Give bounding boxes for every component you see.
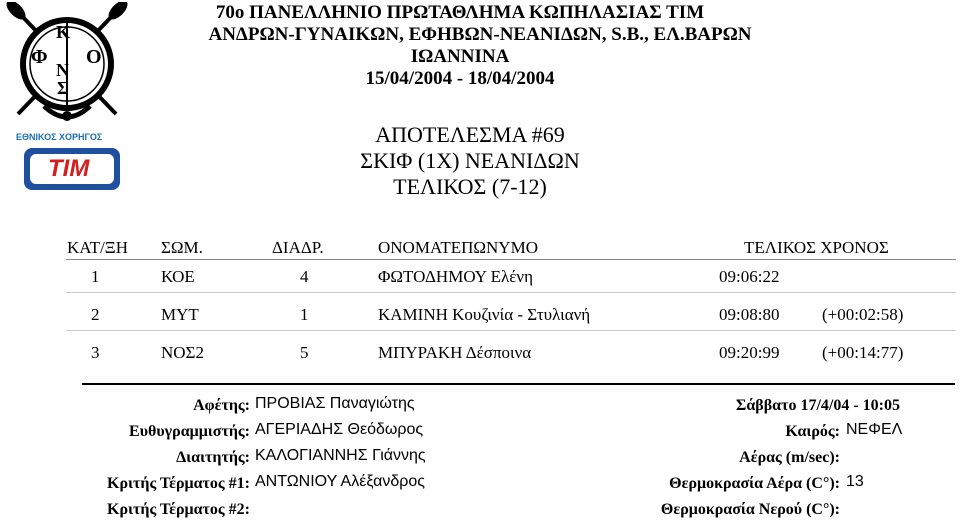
championship-dates: 15/04/2004 - 18/04/2004 — [365, 68, 555, 89]
water-temp-label: Θερμοκρασία Νερού (C°): — [660, 501, 840, 518]
row-divider — [66, 292, 956, 293]
time-cell: 09:08:80 — [719, 305, 780, 324]
col-header-name: ΟΝΟΜΑΤΕΠΩΝΥΜΟ — [378, 238, 538, 257]
venue-city: ΙΩΑΝΝΙΝΑ — [410, 46, 510, 67]
row-divider — [66, 330, 956, 331]
finish-judge-2-label: Κριτής Τέρματος #2: — [107, 501, 250, 518]
race-phase: ΤΕΛΙΚΟΣ (7-12) — [393, 174, 547, 199]
air-temp-label: Θερμοκρασία Αέρα (C°): — [669, 475, 840, 492]
emblem-letter-o: Ο — [86, 46, 102, 68]
championship-title: 70ο ΠΑΝΕΛΛΗΝΙΟ ΠΡΩΤΑΘΛΗΜΑ ΚΩΠΗΛΑΣΙΑΣ ΤΙΜ — [215, 2, 705, 23]
time-diff-cell: (+00:14:77) — [822, 343, 904, 362]
header-underline — [66, 259, 956, 260]
federation-logo — [4, 2, 130, 196]
club-cell: ΝΟΣ2 — [161, 343, 204, 362]
aligner-name: ΑΓΕΡΙΑΔΗΣ Θεόδωρος — [255, 421, 424, 438]
rank-cell: 3 — [91, 343, 100, 362]
starter-name: ΠΡΟΒΙΑΣ Παναγιώτης — [255, 395, 415, 412]
race-datetime: Σάββατο 17/4/04 - 10:05 — [735, 397, 900, 414]
athlete-name-cell: ΦΩΤΟΔΗΜΟΥ Ελένη — [378, 267, 533, 286]
lane-cell: 4 — [300, 267, 309, 286]
starter-label: Αφέτης: — [193, 397, 250, 414]
lane-cell: 5 — [300, 343, 309, 362]
weather-label: Καιρός: — [785, 423, 840, 440]
championship-categories: ΑΝΔΡΩΝ-ΓΥΝΑΙΚΩΝ, ΕΦΗΒΩΝ-ΝΕΑΝΙΔΩΝ, S.B., ΕΛ.ΒΑΡΩΝ — [208, 24, 752, 45]
wind-label: Αέρας (m/sec): — [739, 449, 840, 466]
section-separator — [82, 383, 955, 385]
emblem-letter-k: Κ — [56, 22, 71, 42]
tim-logo-text: TIM — [48, 155, 90, 182]
finish-judge-1-label: Κριτής Τέρματος #1: — [107, 475, 250, 492]
athlete-name-cell: ΚΑΜΙΝΗ Κουζινία - Στυλιανή — [378, 305, 591, 324]
aligner-label: Ευθυγραμμιστής: — [129, 423, 250, 440]
time-cell: 09:20:99 — [719, 343, 780, 362]
athlete-name-cell: ΜΠΥΡΑΚΗ Δέσποινα — [378, 343, 532, 362]
weather-value: ΝΕΦΕΛ — [846, 421, 903, 438]
finish-judge-1-name: ΑΝΤΩΝΙΟΥ Αλέξανδρος — [255, 473, 425, 490]
col-header-lane: ΔΙΑΔΡ. — [272, 238, 324, 257]
sponsor-label: ΕΘΝΙΚΟΣ ΧΟΡΗΓΟΣ — [16, 132, 103, 142]
umpire-label: Διαιτητής: — [176, 449, 250, 466]
result-number: ΑΠΟΤΕΛΕΣΜΑ #69 — [375, 122, 565, 147]
emblem-letter-n: Ν — [56, 60, 69, 80]
club-cell: ΜΥΤ — [161, 305, 199, 324]
col-header-rank: ΚΑΤ/ΞΗ — [67, 238, 129, 257]
emblem-letter-phi: Φ — [31, 46, 48, 68]
col-header-final-time: ΤΕΛΙΚΟΣ ΧΡΟΝΟΣ — [744, 238, 889, 257]
emblem-letter-sigma: Σ — [57, 78, 69, 98]
umpire-name: ΚΑΛΟΓΙΑΝΝΗΣ Γιάννης — [255, 447, 426, 464]
time-diff-cell: (+00:02:58) — [822, 305, 904, 324]
air-temp-value: 13 — [846, 473, 864, 490]
rank-cell: 1 — [91, 267, 100, 286]
lane-cell: 1 — [300, 305, 309, 324]
rank-cell: 2 — [91, 305, 100, 324]
event-name: ΣΚΙΦ (1Χ) ΝΕΑΝΙΔΩΝ — [360, 148, 580, 173]
club-cell: ΚΟΕ — [161, 267, 195, 286]
time-cell: 09:06:22 — [719, 267, 780, 286]
tim-brand-badge — [24, 148, 120, 190]
col-header-club: ΣΩΜ. — [161, 238, 203, 257]
